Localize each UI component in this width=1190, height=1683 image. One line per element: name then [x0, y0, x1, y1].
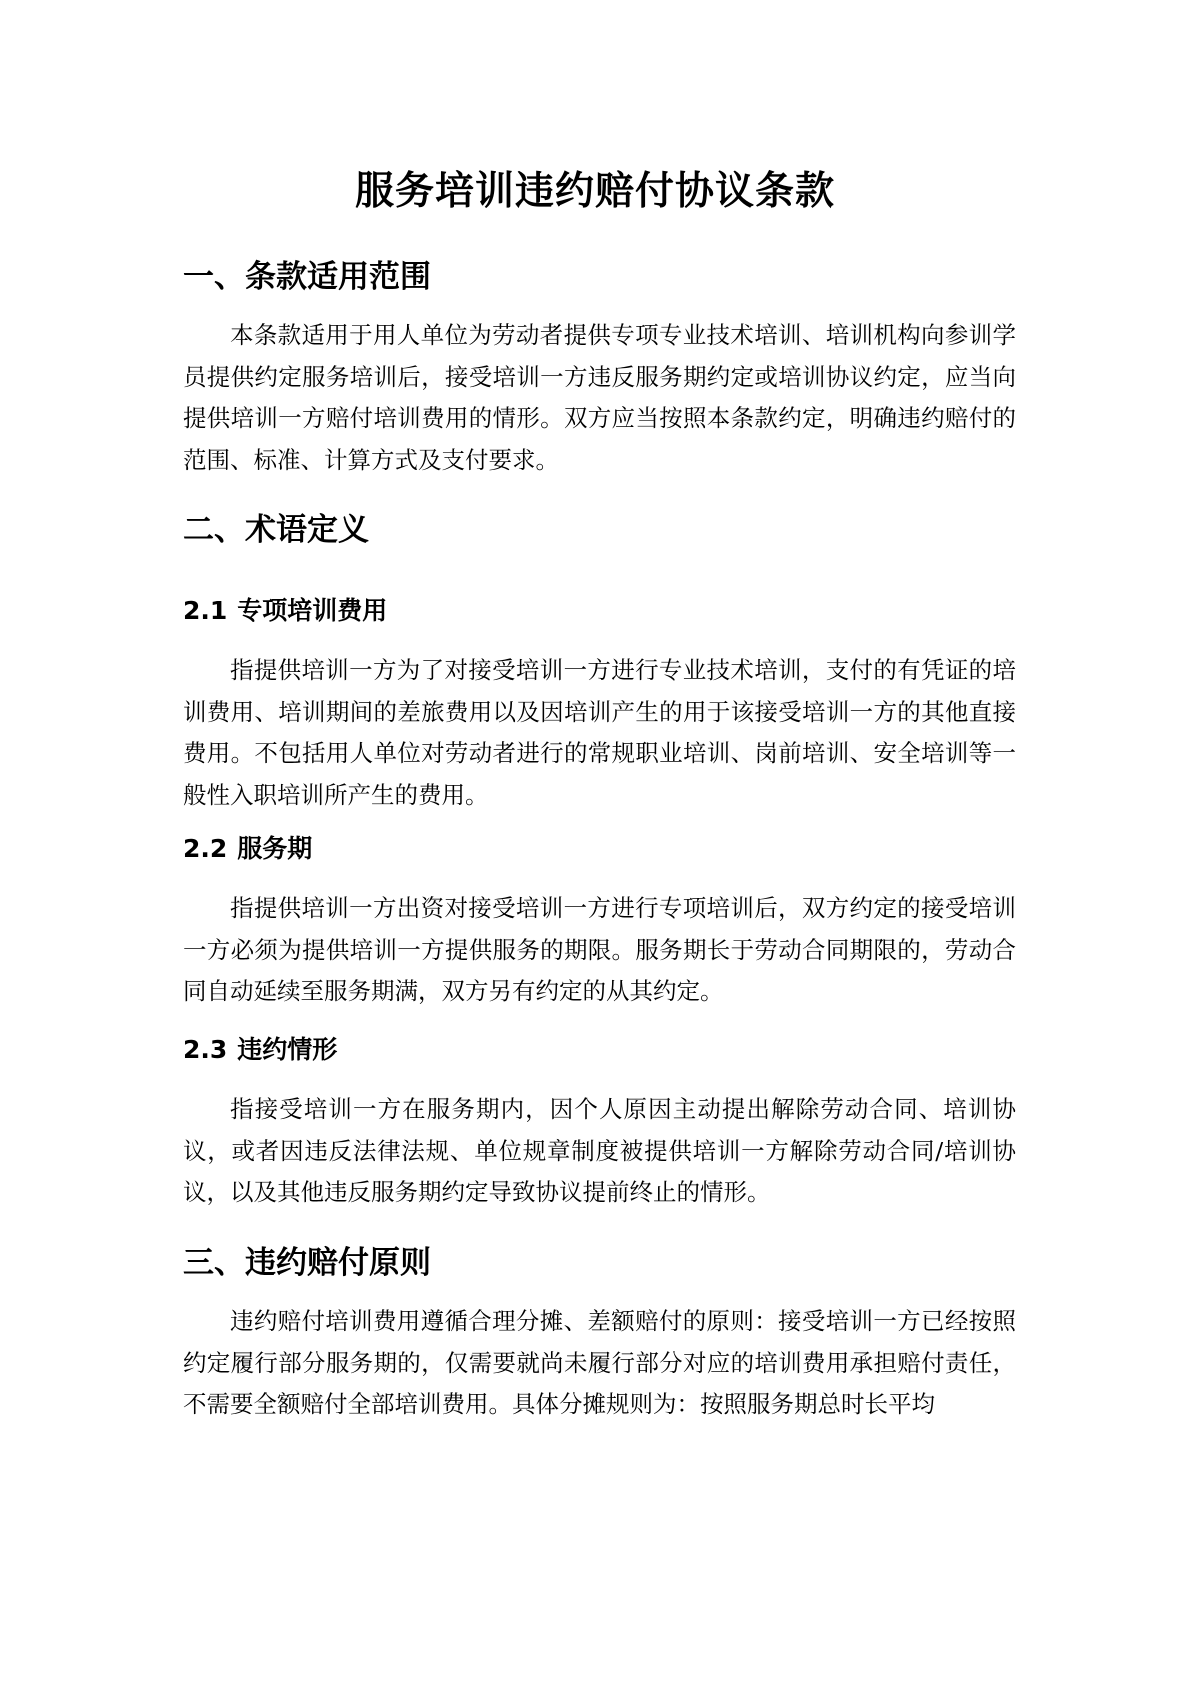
paragraph-principles: 违约赔付培训费用遵循合理分摊、差额赔付的原则：接受培训一方已经按照约定履行部分服务期的，仅需要就尚未履行部分对应的培训费用承担赔付责任，不需要全额赔付全部培训费用。具体分摊规则为：按照服务期总时长平均 [183, 1307, 1016, 1418]
subsection-number: 2.3 [183, 1035, 228, 1064]
paragraph-service-period: 指提供培训一方出资对接受培训一方进行专项培训后，双方约定的接受培训一方必须为提供培训一方提供服务的期限。服务期长于劳动合同期限的，劳动合同自动延续至服务期满，双方另有约定的从其约定。 [183, 894, 1016, 1005]
subsection-title: 服务期 [237, 834, 313, 863]
document-title: 服务培训违约赔付协议条款 [354, 169, 835, 214]
subsection-heading-breach [183, 1033, 337, 1067]
paragraph-training-fee: 指提供培训一方为了对接受培训一方进行专业技术培训，支付的有凭证的培训费用、培训期间的差旅费用以及因培训产生的用于该接受培训一方的其他直接费用。不包括用人单位对劳动者进行的常规职业培训、岗前培训、安全培训等一般性入职培训所产生的费用。 [183, 656, 1016, 809]
section-heading-definitions: 二、术语定义 [183, 512, 369, 548]
subsection-number: 2.2 [183, 834, 228, 863]
paragraph-scope: 本条款适用于用人单位为劳动者提供专项专业技术培训、培训机构向参训学员提供约定服务培训后，接受培训一方违反服务期约定或培训协议约定，应当向提供培训一方赔付培训费用的情形。双方应当按照本条款约定，明确违约赔付的范围、标准、计算方式及支付要求。 [183, 321, 1016, 474]
subsection-heading-service-period [183, 832, 312, 866]
paragraph-breach: 指接受培训一方在服务期内，因个人原因主动提出解除劳动合同、培训协议，或者因违反法律法规、单位规章制度被提供培训一方解除劳动合同/培训协议，以及其他违反服务期约定导致协议提前终止的情形。 [183, 1095, 1016, 1206]
subsection-number: 2.1 [183, 596, 228, 625]
section-heading-principles: 三、违约赔付原则 [183, 1245, 431, 1281]
subsection-heading-training-fee [183, 594, 387, 628]
subsection-title: 专项培训费用 [237, 596, 388, 625]
subsection-title: 违约情形 [237, 1035, 338, 1064]
section-heading-scope: 一、条款适用范围 [183, 259, 431, 295]
